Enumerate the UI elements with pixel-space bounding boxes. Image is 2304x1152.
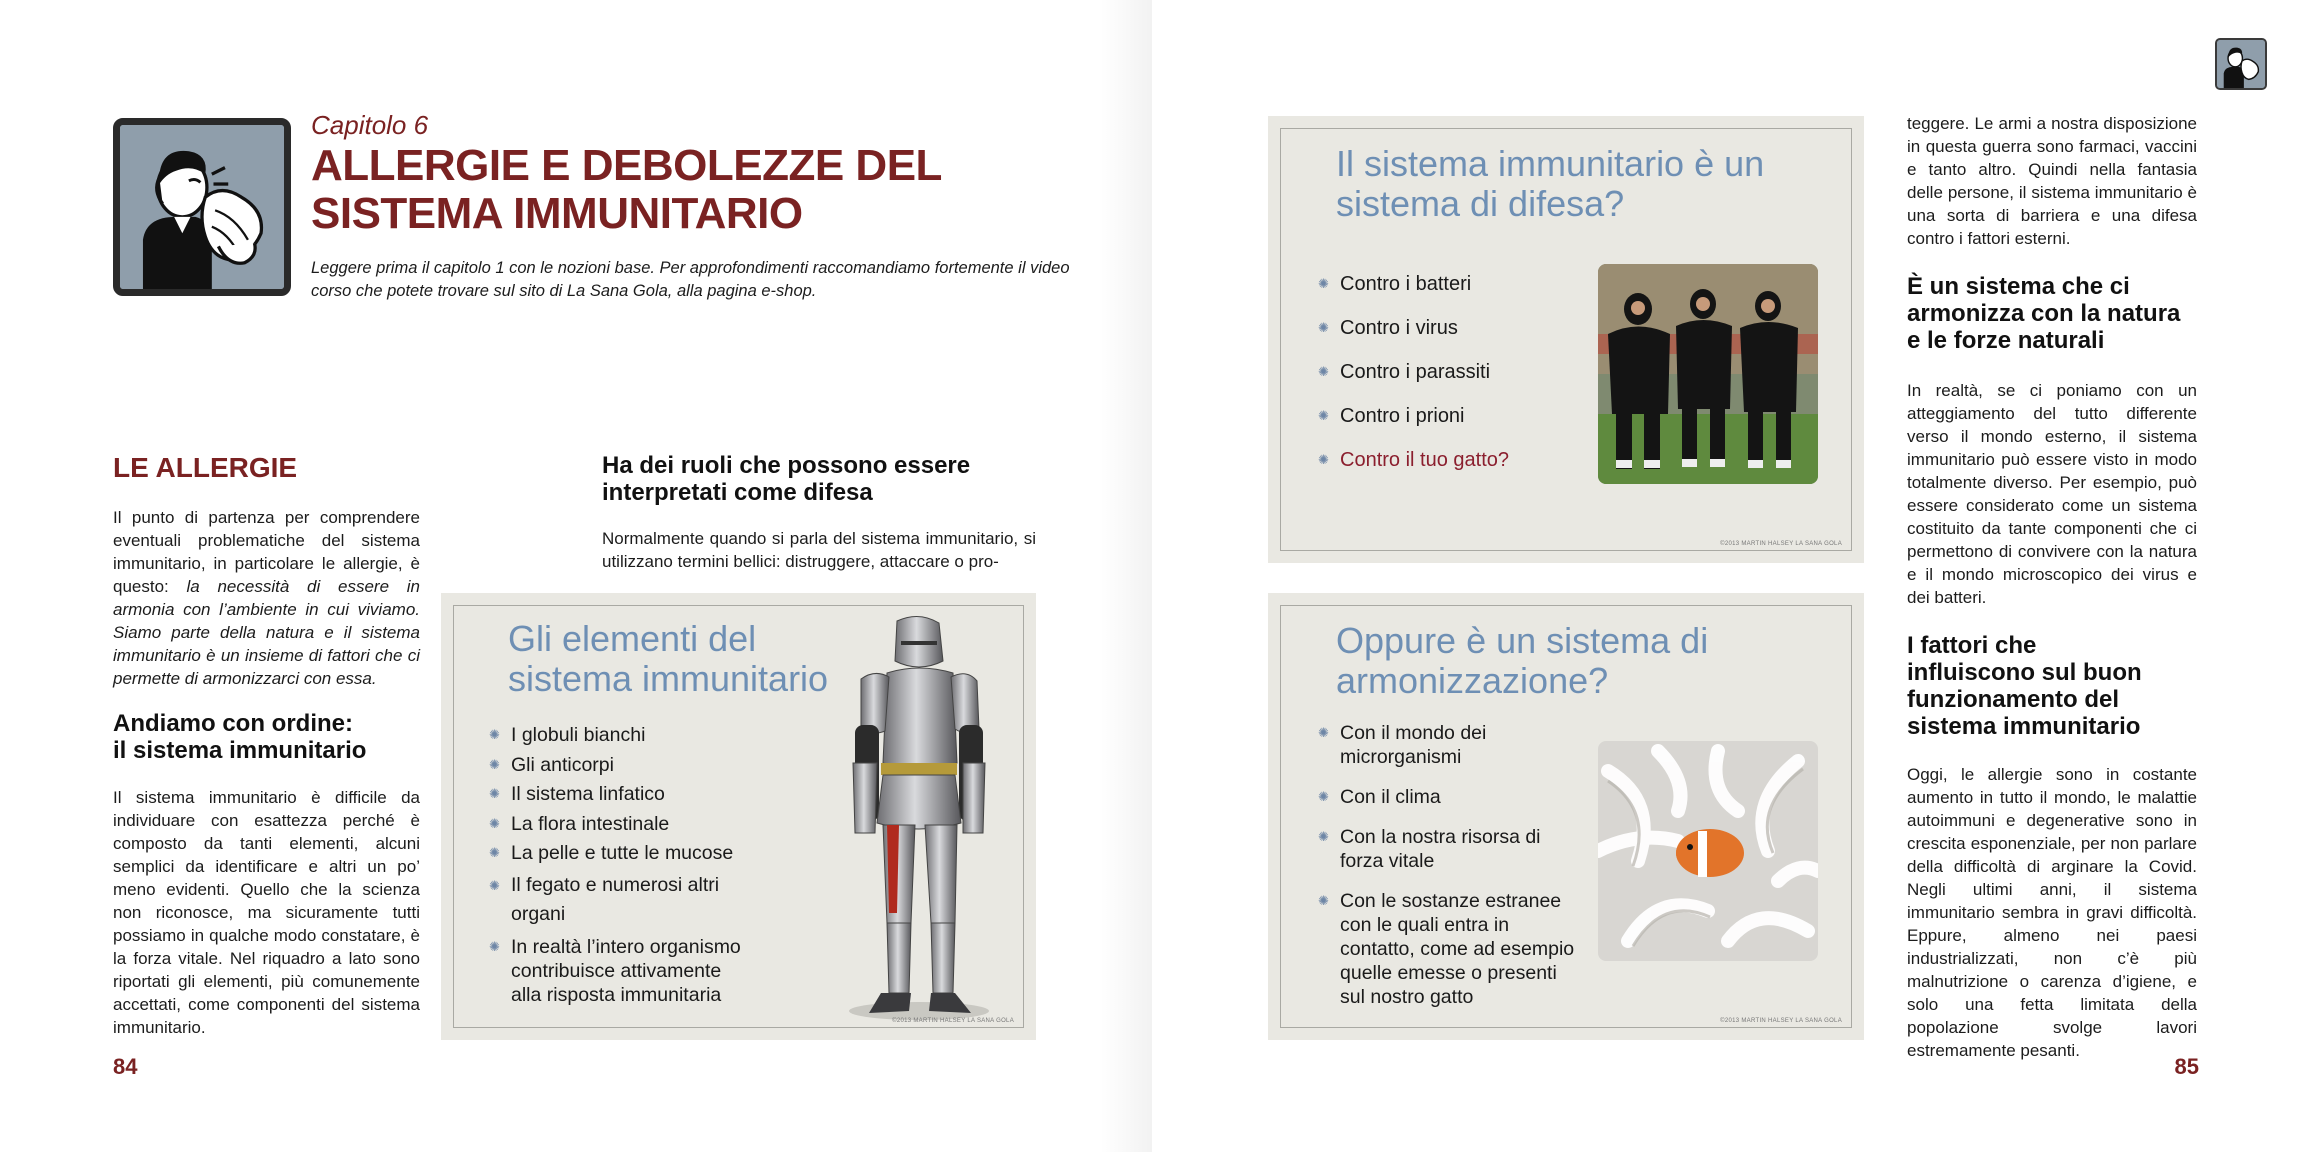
allergie-text-italic: la necessità di essere in armonia con l’ambiente in cui viviamo. Siamo parte della natura e il sistema immunitario è un insieme di fattori che ci permette di armonizzarci con essa. <box>113 577 420 688</box>
fattori-paragraph: Oggi, le allergie sono in costante aumento in tutto il mondo, le malattie autoimmuni e degenerative sono in crescita esponenziale, per non parlare della difficoltà di arginare la Covid. Negli ultimi anni, il sistema immunitario sembra in gravi difficoltà. Eppure, almeno nei paesi industrializzati, non c’è più malnutrizione o carenza d’igiene, e solo una fetta limitata della popolazione svolge lavori estremamente pesanti. <box>1907 765 2197 1060</box>
slide-armonia-item: ✺ Con il clima <box>1318 785 1598 809</box>
armonizza-paragraph: In realtà, se ci poniamo con un atteggiamento del tutto differente verso il mondo esterno, il sistema immunitario può essere visto in modo totalmente diverso. Per esempio, può essere considerato come un sistema costituito da tante componenti che ci permettono di convivere con la natura e il mondo microscopico dei virus e dei batteri. <box>1907 381 2197 607</box>
slide-armonia-item: ✺ Con il mondo dei microrganismi <box>1318 721 1598 769</box>
continued-paragraph: teggere. Le armi a nostra disposizione in questa guerra sono farmaci, vaccini e tanto altro. Quindi nella fantasia delle persone, il sistema immunitario è una sorta di barriera e una difesa contro i fattori esterni. <box>1907 114 2197 248</box>
slide-credit: ©2013 MARTIN HALSEY LA SANA GOLA <box>1720 1018 1842 1024</box>
allergie-paragraph <box>113 506 420 690</box>
slide-armonia-list <box>1318 721 1598 1009</box>
slide-elementi <box>441 593 1036 1040</box>
section-armonizza-title: È un sistema che ci armonizza con la natura e le forze naturali <box>1907 273 2181 354</box>
chapter-label: Capitolo 6 <box>311 110 429 140</box>
page-number-right: 85 <box>2174 1054 2199 1079</box>
slide-elementi-item: ✺ La flora intestinale <box>489 812 789 836</box>
slide-elementi-item: ✺ Il fegato e numerosi altri organi <box>489 871 789 929</box>
slide-elementi-item: ✺ I globuli bianchi <box>489 723 789 747</box>
slide-armonia-item: ✺ Con la nostra risorsa di forza vitale <box>1318 825 1598 873</box>
slide-difesa-title: Il sistema immunitario è un sistema di difesa? <box>1336 143 1765 224</box>
allergie-text-plain: Il punto di partenza per comprendere eventuali problematiche del sistema immunitario, in particolare le allergie, è questo: <box>113 508 420 596</box>
slide-armonia-item: ✺ Con le sostanze estranee con le quali entra in contatto, come ad esempio quelle emesse o presenti sul nostro gatto <box>1318 889 1598 1009</box>
section-fattori-title: I fattori che influiscono sul buon funzionamento del sistema immunitario <box>1907 632 2142 740</box>
slide-difesa-item: ✺ Contro i parassiti <box>1318 360 1598 384</box>
armor-illustration <box>831 613 1001 1023</box>
sneezing-person-icon <box>2215 38 2267 90</box>
section-allergie-title: LE ALLERGIE <box>113 452 298 483</box>
slide-difesa-item-highlight: ✺ Contro il tuo gatto? <box>1318 448 1598 472</box>
slide-elementi-item: ✺ La pelle e tutte le mucose <box>489 841 789 865</box>
chapter-intro: Leggere prima il capitolo 1 con le nozioni base. Per approfondimenti raccomandiamo fortemente il video corso che potete trovare sul sito di La Sana Gola, alla pagina e-shop. <box>311 259 1070 300</box>
slide-armonia-title: Oppure è un sistema di armonizzazione? <box>1336 620 1709 701</box>
ruoli-paragraph: Normalmente quando si parla del sistema immunitario, si utilizzano termini bellici: distruggere, attaccare o pro- <box>602 529 1036 571</box>
slide-difesa-item: ✺ Contro i prioni <box>1318 404 1598 428</box>
slide-elementi-item: ✺ Il sistema linfatico <box>489 782 789 806</box>
slide-elementi-item: ✺ Gli anticorpi <box>489 753 789 777</box>
slide-difesa-item: ✺ Contro i batteri <box>1318 272 1598 296</box>
slide-difesa-item: ✺ Contro i virus <box>1318 316 1598 340</box>
right-page <box>1152 0 2304 1152</box>
slide-difesa-list <box>1318 272 1598 472</box>
slide-difesa <box>1268 116 1864 563</box>
section-ordine-title: Andiamo con ordine: il sistema immunitario <box>113 710 367 764</box>
slide-elementi-item: ✺ In realtà l’intero organismo contribuisce attivamente alla risposta immunitaria <box>489 935 789 1007</box>
slide-credit: ©2013 MARTIN HALSEY LA SANA GOLA <box>892 1018 1014 1024</box>
chapter-title-line1: ALLERGIE E DEBOLEZZE DEL <box>311 141 942 190</box>
slide-elementi-list <box>489 723 789 1007</box>
section-ruoli-title: Ha dei ruoli che possono essere interpretati come difesa <box>602 452 971 506</box>
slide-elementi-title: Gli elementi del sistema immunitario <box>508 618 829 699</box>
slide-armonia <box>1268 593 1864 1040</box>
sneezing-person-icon <box>113 118 291 296</box>
gutter-shadow <box>1100 0 1152 1152</box>
page-number-left: 84 <box>113 1054 138 1079</box>
ordine-paragraph: Il sistema immunitario è difficile da individuare con esattezza perché è composto da tanti elementi, alcuni semplici da identificare e altri un po’ meno evidenti. Quello che la scienza non riconosce, ma sicuramente tutti possiamo in qualche modo constatare, è la forza vitale. Nel riquadro a lato sono riportati gli elementi, più comunemente accettati, come componenti del sistema immunitario. <box>113 788 420 1037</box>
slide-credit: ©2013 MARTIN HALSEY LA SANA GOLA <box>1720 541 1842 547</box>
rugby-photo <box>1598 264 1818 484</box>
anemone-photo <box>1598 741 1818 961</box>
chapter-title-line2: SISTEMA IMMUNITARIO <box>311 189 803 238</box>
chapter-title <box>311 142 1071 238</box>
